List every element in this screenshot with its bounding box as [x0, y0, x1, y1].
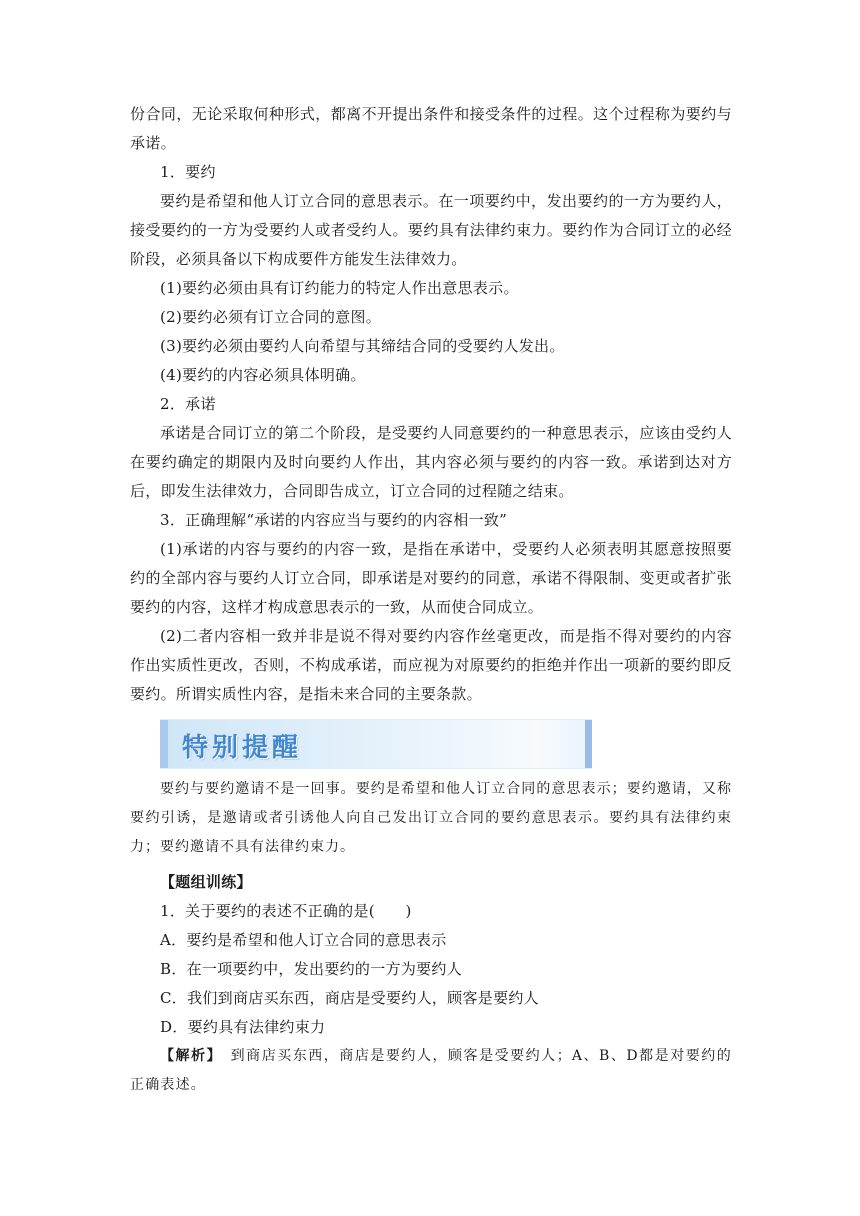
banner-title: 特别提醒	[182, 733, 303, 763]
option-c: C．我们到商店买东西，商店是受要约人，顾客是要约人	[160, 989, 539, 1007]
section1-item-2: (2)要约必须有订立合同的意图。	[160, 308, 382, 326]
section3-heading: 3．正确理解“承诺的内容应当与要约的内容相一致”	[160, 511, 508, 529]
banner-right-bar	[585, 720, 592, 768]
reminder-note	[130, 775, 732, 862]
banner-left-bar	[160, 720, 168, 768]
section1-body: 要约是希望和他人订立合同的意思表示。在一项要约中，发出要约的一方为要约人，接受要约的一方为受要约人或者受约人。要约具有法律约束力。要约作为合同订立的必经阶段，必须具备以下构成要件方能发生法律效力。	[130, 192, 732, 268]
section3-paragraph-1: (1)承诺的内容与要约的内容一致，是指在承诺中，受要约人必须表明其愿意按照要约的全部内容与要约人订立合同，即承诺是对要约的同意，承诺不得限制、变更或者扩张要约的内容，这样才构成意思表示的一致，从而使合同成立。	[130, 540, 732, 616]
option-b: B．在一项要约中，发出要约的一方为要约人	[160, 960, 463, 978]
analysis-block	[130, 1042, 732, 1100]
analysis-label: 【解析】	[160, 1048, 216, 1064]
intro-tail-paragraph: 份合同，无论采取何种形式，都离不开提出条件和接受条件的过程。这个过程称为要约与承诺。	[130, 105, 732, 152]
section3-paragraph-2: (2)二者内容相一致并非是说不得对要约内容作丝毫更改，而是指不得对要约的内容作出实质性更改，否则，不构成承诺，而应视为对原要约的拒绝并作出一项新的要约即反要约。所谓实质性内容，是指未来合同的主要条款。	[130, 627, 732, 703]
analysis-text: 到商店买东西，商店是要约人，顾客是受要约人；A、B、D都是对要约的正确表述。	[130, 1048, 732, 1093]
option-d: D．要约具有法律约束力	[160, 1018, 326, 1036]
exercise-question: 1．关于要约的表述不正确的是( )	[160, 902, 412, 920]
special-reminder-banner	[160, 719, 592, 769]
section1-item-3: (3)要约必须由要约人向希望与其缔结合同的受要约人发出。	[160, 337, 565, 355]
document-page	[130, 100, 732, 1100]
section2-heading: 2．承诺	[160, 395, 216, 413]
exercise-header: 【题组训练】	[160, 873, 252, 891]
section1-item-4: (4)要约的内容必须具体明确。	[160, 366, 366, 384]
option-a: A．要约是希望和他人订立合同的意思表示	[160, 931, 447, 949]
section1-heading: 1．要约	[160, 163, 216, 181]
reminder-note-text: 要约与要约邀请不是一回事。要约是希望和他人订立合同的意思表示；要约邀请，又称要约引诱，是邀请或者引诱他人向自己发出订立合同的要约意思表示。要约具有法律约束力；要约邀请不具有法律约束力。	[130, 781, 732, 855]
section1-item-1: (1)要约必须由具有订约能力的特定人作出意思表示。	[160, 279, 519, 297]
section2-body: 承诺是合同订立的第二个阶段，是受要约人同意要约的一种意思表示，应该由受约人在要约确定的期限内及时向要约人作出，其内容必须与要约的内容一致。承诺到达对方后，即发生法律效力，合同即告成立，订立合同的过程随之结束。	[130, 424, 732, 500]
